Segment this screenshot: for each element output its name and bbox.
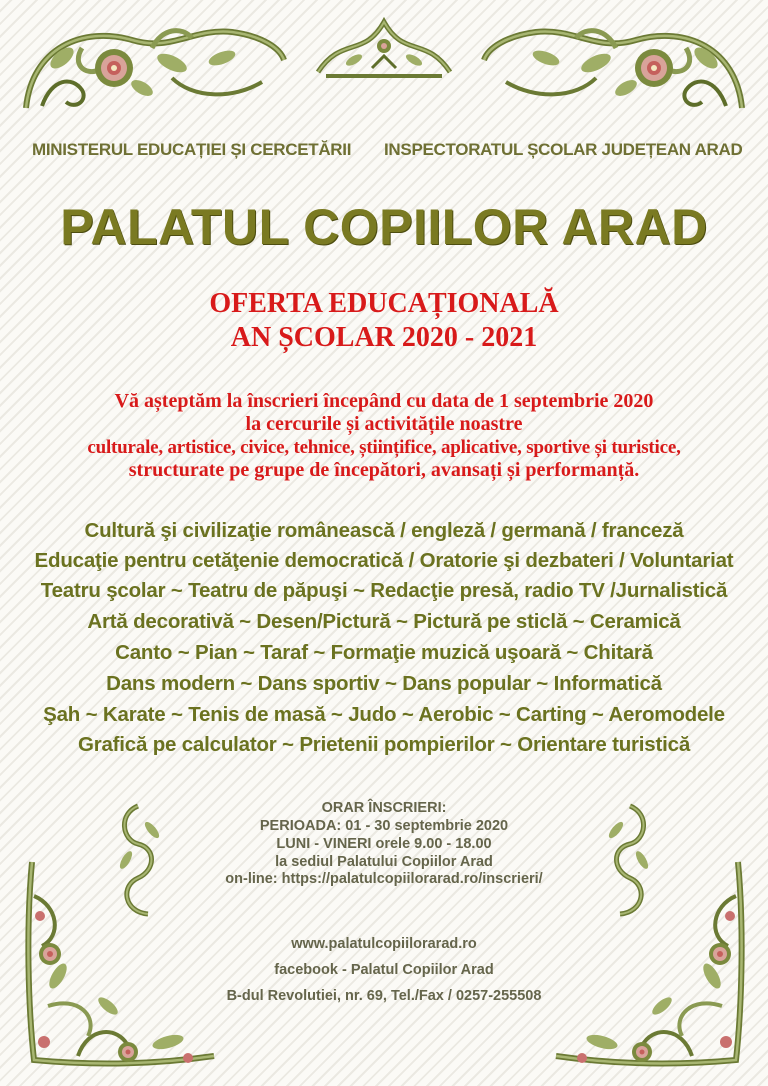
activity-line: Educaţie pentru cetăţenie democratică / Oratorie şi dezbateri / Voluntariat [34,549,734,572]
top-right-floral-ornament [478,18,746,116]
intro-line: la cercurile și activitățile noastre [245,413,523,435]
website-link[interactable]: www.palatulcopiilorarad.ro [291,936,477,952]
offer-title: OFERTA EDUCAȚIONALĂ [209,288,559,319]
activity-line: Artă decorativă ~ Desen/Pictură ~ Pictură pe sticlă ~ Ceramică [87,610,681,633]
page-title: PALATUL COPIILOR ARAD [60,199,708,255]
schedule-location: la sediul Palatului Copiilor Arad [275,854,493,870]
activity-line: Teatru şcolar ~ Teatru de păpuşi ~ Redacţie presă, radio TV /Jurnalistică [40,579,728,602]
address-phone: B-dul Revolutiei, nr. 69, Tel./Fax / 0257-255508 [226,988,542,1004]
activity-line: Canto ~ Pian ~ Taraf ~ Formaţie muzică uşoară ~ Chitară [115,641,653,664]
facebook-link[interactable]: facebook - Palatul Copiilor Arad [274,962,494,978]
activity-line: Cultură şi civilizaţie românească / engleză / germană / franceză [84,519,684,542]
activity-line: Grafică pe calculator ~ Prietenii pompierilor ~ Orientare turistică [77,733,691,756]
schedule-heading: ORAR ÎNSCRIERI: [321,800,447,816]
activity-line: Dans modern ~ Dans sportiv ~ Dans popular ~ Informatică [106,672,662,695]
intro-line: Vă așteptăm la înscrieri începând cu data de 1 septembrie 2020 [114,390,654,412]
inspectorate-heading: INSPECTORATUL ȘCOLAR JUDEȚEAN ARAD [384,140,743,159]
ministry-heading: MINISTERUL EDUCAȚIEI ȘI CERCETĂRII [32,140,352,159]
intro-line: structurate pe grupe de începători, avansați și performanță. [128,459,640,481]
top-center-crown-ornament [312,16,456,82]
schedule-online-link[interactable]: on-line: https://palatulcopiilorarad.ro/inscrieri/ [225,871,543,887]
schedule-period: PERIOADA: 01 - 30 septembrie 2020 [259,818,509,834]
intro-line: culturale, artistice, civice, tehnice, științifice, aplicative, sportive și turistice, [87,437,681,458]
top-left-floral-ornament [22,18,290,116]
activity-line: Şah ~ Karate ~ Tenis de masă ~ Judo ~ Aerobic ~ Carting ~ Aeromodele [43,703,725,726]
schedule-hours: LUNI - VINERI orele 9.00 - 18.00 [276,836,492,852]
school-year: AN ȘCOLAR 2020 - 2021 [230,322,538,353]
